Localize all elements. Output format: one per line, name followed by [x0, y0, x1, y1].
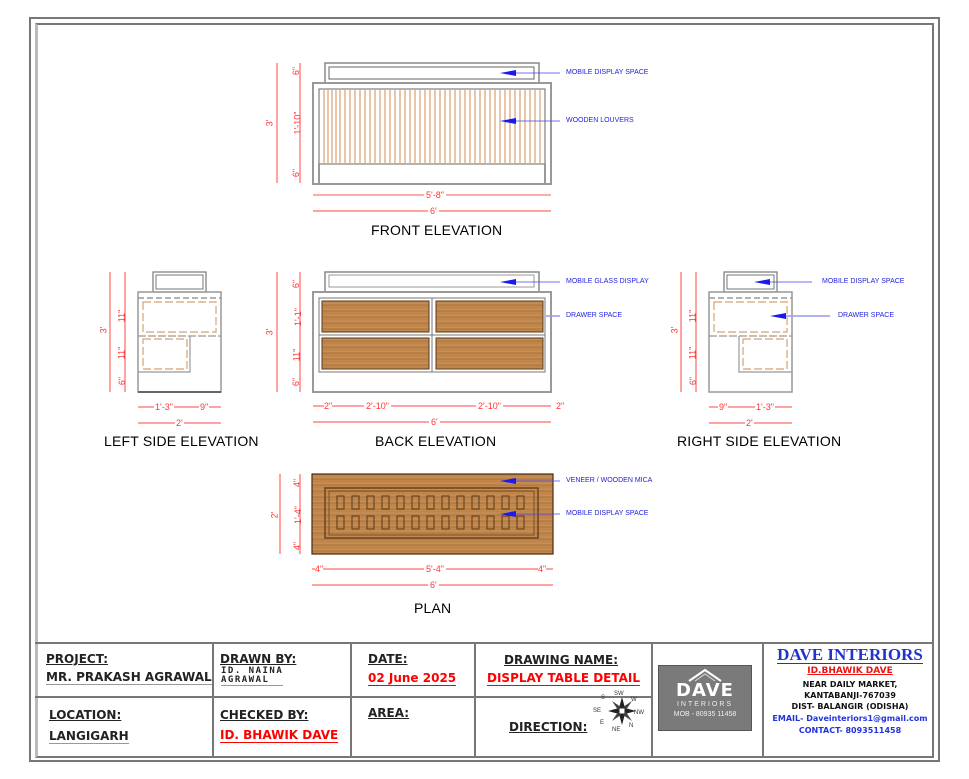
front-dim-width: 6' [430, 206, 437, 216]
company-info [770, 645, 930, 736]
title-block-col-divider-3 [474, 643, 476, 758]
back-dim-top: 6" [291, 279, 302, 289]
compass-label-ne: NE [612, 727, 621, 733]
plan-dim-bottom: 4" [292, 541, 303, 551]
drawing-name-label: DRAWING NAME: [504, 653, 618, 667]
left-side-elevation-title: LEFT SIDE ELEVATION [104, 433, 259, 449]
company-designer: ID.BHAWIK DAVE [807, 666, 893, 676]
drawn-by-value [221, 667, 283, 686]
left-dim-a: 1'-3" [155, 402, 173, 412]
left-dim-overall-width: 2' [176, 418, 183, 428]
back-dim-b: 2'-10" [478, 401, 501, 411]
compass-label-sw: SW [614, 691, 624, 697]
direction-label: DIRECTION: [509, 720, 588, 734]
back-dim-left: 2" [324, 401, 333, 411]
plan-dim-left: 4" [315, 564, 324, 574]
back-elevation [277, 272, 560, 422]
compass-label-s: S [601, 695, 606, 701]
location-label: LOCATION: [49, 708, 122, 722]
title-block-col-divider-2 [350, 643, 352, 758]
right-dim-overall-width: 2' [746, 418, 753, 428]
right-side-elevation [681, 272, 830, 423]
right-callout-mobile-display: MOBILE DISPLAY SPACE [822, 278, 905, 285]
back-elevation-title: BACK ELEVATION [375, 433, 497, 449]
back-dim-upper: 1'-1" [292, 308, 303, 326]
compass-label-nw: NW [634, 710, 644, 716]
company-address-2: KANTABANJI-767039 [804, 691, 896, 700]
company-logo [658, 665, 752, 731]
back-dim-a: 2'-10" [366, 401, 389, 411]
plan-dim-top: 4" [292, 478, 303, 488]
back-dim-overall: 3' [264, 328, 275, 336]
company-name: DAVE INTERIORS [777, 645, 923, 664]
right-dim-overall: 3' [669, 326, 680, 334]
left-dim-overall: 3' [98, 326, 109, 334]
right-callout-drawer-space: DRAWER SPACE [838, 312, 895, 319]
plan-title: PLAN [414, 600, 452, 616]
title-block-col-divider-5 [762, 643, 764, 758]
title-block-col-divider-1 [212, 643, 214, 758]
plan-callout-veneer: VENEER / WOODEN MICA [566, 477, 653, 484]
date-label: DATE: [368, 652, 408, 666]
left-dim-bottom: 6" [117, 376, 128, 386]
company-contact: CONTACT- 8093511458 [798, 726, 902, 735]
front-callout-mobile-display: MOBILE DISPLAY SPACE [566, 69, 649, 76]
compass-label-e: E [600, 720, 605, 726]
plan-dim-middle: 1'-4" [292, 506, 303, 524]
left-dim-b: 9" [200, 402, 209, 412]
front-dim-span: 5'-8" [426, 190, 444, 200]
front-callout-louvers: WOODEN LOUVERS [566, 117, 634, 124]
back-callout-glass-display: MOBILE GLASS DISPLAY [566, 278, 649, 285]
plan-dim-overall: 2' [269, 511, 280, 519]
project-label: PROJECT: [46, 652, 109, 666]
plan-dim-width: 6' [430, 580, 437, 590]
back-dim-lower: 11" [291, 348, 302, 362]
front-elevation [277, 63, 560, 211]
left-dim-upper: 11" [116, 309, 127, 323]
right-side-elevation-title: RIGHT SIDE ELEVATION [677, 433, 842, 449]
company-address-3: DIST- BALANGIR (ODISHA) [791, 702, 909, 711]
plan-dim-middle-width: 5'-4" [426, 564, 444, 574]
right-dim-b: 1'-3" [756, 402, 774, 412]
location-value: LANGIGARH [49, 729, 129, 743]
company-address-1: NEAR DAILY MARKET, [802, 680, 898, 689]
title-block-col-divider-4 [651, 643, 653, 758]
back-dim-bottom: 6" [291, 377, 302, 387]
right-dim-a: 9" [719, 402, 728, 412]
front-dim-overall: 3' [264, 119, 275, 127]
left-side-elevation [110, 272, 221, 423]
left-dim-lower: 11" [116, 346, 127, 360]
compass-label-n: N [629, 723, 634, 729]
project-value: MR. PRAKASH AGRAWAL [46, 670, 212, 684]
front-dim-top: 6" [291, 66, 302, 76]
plan-callout-mobile-display: MOBILE DISPLAY SPACE [566, 510, 649, 517]
drawn-by-line1: ID. NAINA [221, 666, 284, 676]
company-email: EMAIL- Daveinteriors1@gmail.com [772, 714, 928, 723]
date-value: 02 June 2025 [368, 671, 457, 685]
checked-by-label: CHECKED BY: [220, 708, 309, 722]
drawn-by-label: DRAWN BY: [220, 652, 297, 666]
drawn-by-line2: AGRAWAL [221, 675, 270, 685]
right-dim-bottom: 6" [688, 376, 699, 386]
front-dim-middle: 1'-10" [292, 111, 303, 135]
compass-label-se: SE [593, 708, 602, 714]
logo-mob: MOB - 80935 11458 [673, 711, 737, 718]
area-label: AREA: [368, 706, 410, 720]
drawing-name-value: DISPLAY TABLE DETAIL [487, 671, 641, 685]
compass-label-w: W [631, 697, 637, 703]
checked-by-value: ID. BHAWIK DAVE [220, 728, 339, 742]
front-dim-bottom: 6" [291, 168, 302, 178]
front-elevation-title: FRONT ELEVATION [371, 222, 503, 238]
logo-name: DAVE [676, 680, 734, 701]
back-dim-width: 6' [431, 417, 438, 427]
plan-dim-right: 4" [538, 564, 547, 574]
logo-sub: INTERIORS [676, 701, 734, 708]
back-dim-right: 2" [556, 401, 565, 411]
title-block-row-divider [35, 696, 651, 698]
right-dim-lower: 11" [687, 346, 698, 360]
right-dim-upper: 11" [687, 309, 698, 323]
back-callout-drawer-space: DRAWER SPACE [566, 312, 623, 319]
